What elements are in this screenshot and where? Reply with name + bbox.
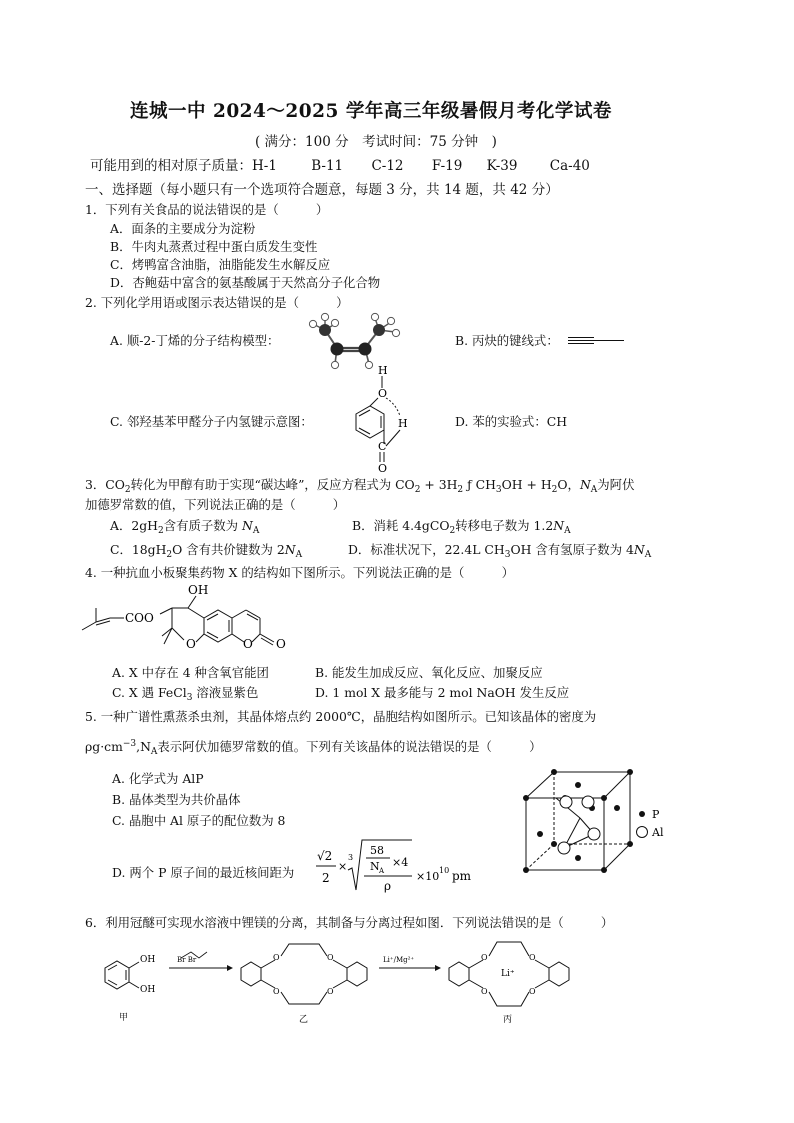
drug-x-label-coo: COO <box>125 611 154 625</box>
q2-option-c: C. 邻羟基苯甲醛分子内氢键示意图： <box>110 414 313 429</box>
formula-rho: ρ <box>384 879 392 893</box>
legend-al: Al <box>652 826 664 839</box>
label-bing: 丙 <box>503 1015 513 1025</box>
q3-stem-line1: 3．$CO_2$转化为甲醇有助于实现“碳达峰”，反应方程式为 $CO_2 + 3H_2$ ƒ $CH_3OH + H_2O$，$N_A$为阿伏 <box>85 477 635 495</box>
q4-stem: 4. 一种抗血小板聚集药物 X 的结构如下图所示。下列说法正确的是（ ） <box>85 565 514 580</box>
page-title: 连城一中 2024～2025 学年高三年级暑假月考化学试卷 <box>130 101 612 122</box>
q5-distance-formula <box>312 836 482 896</box>
q5-option-a: A. 化学式为 AlP <box>112 771 204 786</box>
q5-option-d: D. 两个 P 原子间的最近核间距为 <box>112 865 295 880</box>
complex-o: O <box>529 987 536 996</box>
propyne-skeletal-formula <box>568 334 626 346</box>
atomic-mass-f: F-19 <box>431 158 463 174</box>
q3-option-c: C．$18gH_2O$ 含有共价键数为 $2N_A$ <box>110 542 303 560</box>
q1-option-a: A．面条的主要成分为淀粉 <box>110 221 256 236</box>
formula-na-sub: A <box>379 867 385 875</box>
q4-option-a: A. X 中存在 4 种含氧官能团 <box>112 665 269 680</box>
q3-option-d: D．标准状况下，22.4L $CH_3OH$ 含有氢原子数为 $4N_A$ <box>348 542 652 560</box>
q2-option-a: A. 顺-2-丁烯的分子结构模型： <box>110 333 280 348</box>
hbond-atom-h-right: H <box>398 417 408 430</box>
formula-exponent: 10 <box>439 866 450 875</box>
legend-p: P <box>652 808 660 821</box>
reagent-dibromide: Br Br <box>177 956 197 964</box>
formula-cube-index: 3 <box>348 853 354 862</box>
q3-option-b: B．消耗 4.4gCO$_2$转移电子数为 $1.2N_A$ <box>352 518 571 536</box>
formula-times: × <box>338 860 348 873</box>
cis-2-butene-model <box>305 312 415 372</box>
label-yi: 乙 <box>299 1015 309 1025</box>
q4-option-b: B. 能发生加成反应、氧化反应、加聚反应 <box>315 665 543 680</box>
exam-info: ( 满分：100 分 考试时间：75 分钟 ) <box>255 134 497 150</box>
q6-stem: 6．利用冠醚可实现水溶液中锂镁的分离，其制备与分离过程如图．下列说法错误的是（ ） <box>85 915 614 930</box>
atomic-mass-k: K-39 <box>486 158 518 174</box>
q5-stem-line2: $\rho g\cdot cm^{-3},N_A$表示阿伏加德罗常数的值。下列有关该晶体的说法错误的是（ ） <box>85 739 542 757</box>
complex-o: O <box>481 987 488 996</box>
hbond-atom-o-top: O <box>378 387 388 400</box>
crown-ether-o: O <box>327 953 334 962</box>
catechol-oh-1: OH <box>140 955 156 965</box>
formula-denominator-2: 2 <box>322 871 330 885</box>
crystal-unit-cell <box>518 768 708 878</box>
q1-option-c: C．烤鸭富含油脂，油脂能发生水解反应 <box>110 257 331 272</box>
formula-sqrt2: √2 <box>317 849 333 863</box>
atomic-mass-c: C-12 <box>371 158 404 174</box>
atomic-mass-h: 可能用到的相对原子质量：H-1 <box>90 158 277 174</box>
q5-stem-line1: 5. 一种广谱性熏蒸杀虫剂，其晶体熔点约 2000℃，晶胞结构如图所示。已知该晶体的密度为 <box>85 709 597 724</box>
complex-o: O <box>481 953 488 962</box>
reagent-li-mg: Li⁺/Mg²⁺ <box>383 956 415 964</box>
formula-times-10: ×10 <box>416 870 440 883</box>
complex-li-ion: Li⁺ <box>501 969 515 979</box>
q4-option-c: C. X 遇 FeCl$_3$ 溶液显紫色 <box>112 685 259 703</box>
crown-ether-o: O <box>327 987 334 996</box>
drug-x-label-lactone-o: O <box>243 637 253 651</box>
crown-ether-scheme <box>95 938 595 1028</box>
hbond-atom-h-top: H <box>378 364 388 377</box>
catechol-oh-2: OH <box>140 985 156 995</box>
q1-stem: 1．下列有关食品的说法错误的是（ ） <box>85 202 329 217</box>
q4-option-d: D. 1 mol X 最多能与 2 mol NaOH 发生反应 <box>315 685 570 700</box>
q2-option-b: B. 丙炔的键线式： <box>455 333 559 348</box>
q1-option-d: D．杏鲍菇中富含的氨基酸属于天然高分子化合物 <box>110 275 381 290</box>
atomic-mass-ca: Ca-40 <box>549 158 590 174</box>
crown-ether-o: O <box>273 953 280 962</box>
q2-option-d: D. 苯的实验式：CH <box>455 414 567 429</box>
drug-x-label-ring-o: O <box>186 637 196 651</box>
q3-option-a: A．$2gH_2$含有质子数为 $N_A$ <box>110 518 260 536</box>
hbond-atom-o-bottom: O <box>378 462 388 475</box>
section-heading: 一、选择题（每小题只有一个选项符合题意，每题 3 分，共 14 题，共 42 分） <box>85 182 559 198</box>
q5-option-c: C. 晶胞中 Al 原子的配位数为 8 <box>112 813 286 828</box>
formula-x4: ×4 <box>392 856 409 869</box>
q3-stem-line2: 加德罗常数的值，下列说法正确的是（ ） <box>85 497 346 512</box>
salicylaldehyde-hbond-diagram <box>338 366 428 474</box>
atomic-masses <box>90 158 590 174</box>
q5-option-b: B. 晶体类型为共价晶体 <box>112 792 241 807</box>
hbond-atom-c: C <box>378 440 387 453</box>
complex-o: O <box>529 953 536 962</box>
formula-58: 58 <box>370 844 384 857</box>
atomic-mass-b: B-11 <box>311 158 344 174</box>
label-jia: 甲 <box>119 1013 129 1023</box>
crown-ether-o: O <box>273 987 280 996</box>
drug-x-structure <box>80 582 320 662</box>
drug-x-label-oh: OH <box>188 583 209 597</box>
q1-option-b: B．牛肉丸蒸煮过程中蛋白质发生变性 <box>110 239 318 254</box>
formula-unit-pm: pm <box>452 869 472 883</box>
q2-stem: 2. 下列化学用语或图示表达错误的是（ ） <box>85 295 349 310</box>
drug-x-label-carbonyl-o: O <box>276 637 286 651</box>
formula-na: N <box>370 860 380 873</box>
